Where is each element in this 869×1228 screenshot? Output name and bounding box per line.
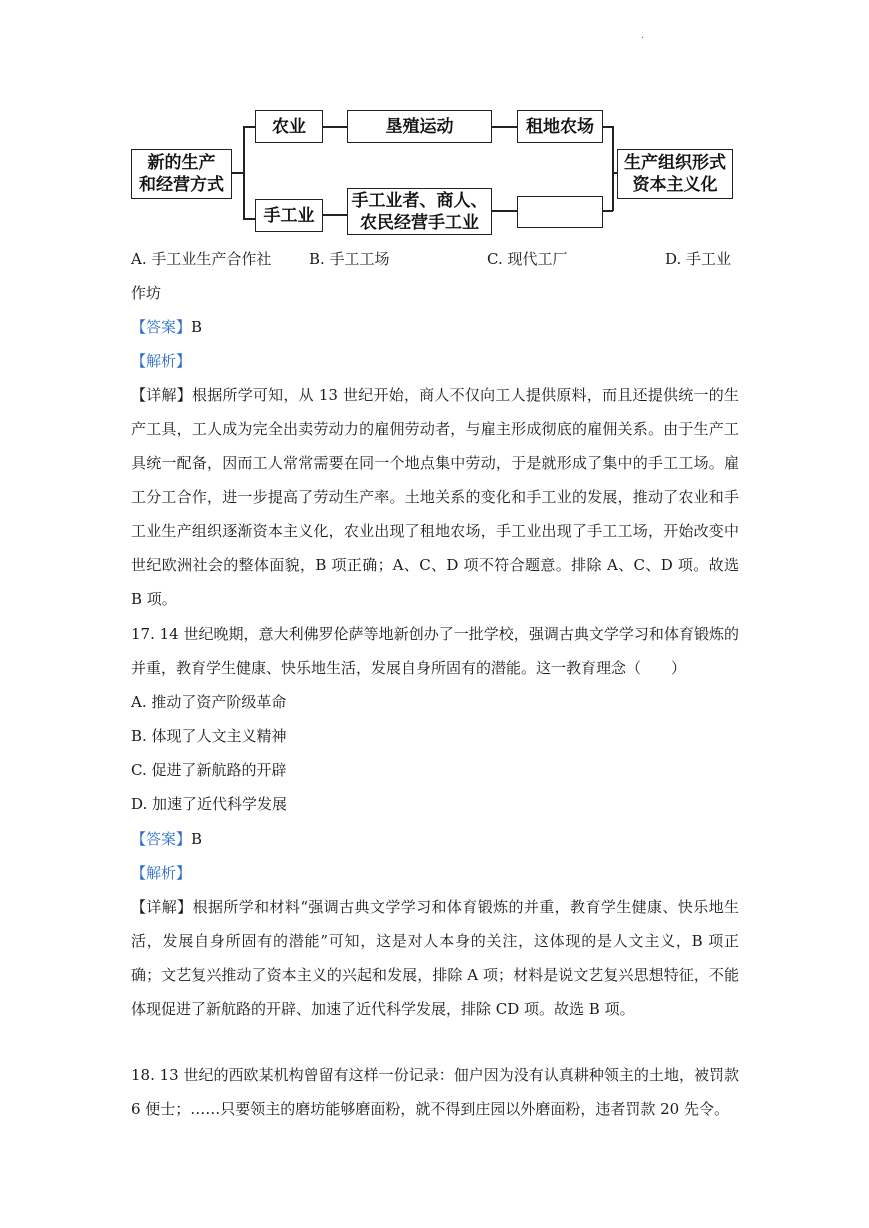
q17-stem: 17. 14 世纪晚期，意大利佛罗伦萨等地新创办了一批学校，强调古典文学学习和体育锻炼的并重，教育学生健康、快乐地生活，发展自身所固有的潜能。这一教育理念（ ） <box>131 625 739 677</box>
box-capitalism-line2: 资本主义化 <box>632 175 718 195</box>
connector <box>243 126 255 128</box>
connector <box>231 172 243 174</box>
connector <box>492 210 517 212</box>
q17-detail-text: 根据所学和材料“强调古典文学学习和体育锻炼的并重，教育学生健康、快乐地生活，发展自身所固有的潜能”可知，这是对人本身的关注，这体现的是人文主义，B 项正确；文艺复兴推动了资本主义的兴起和发展，排除 A 项；材料是说文艺复兴思想特征，不能体现促进了新航路的开辟、加速了近代科学发展，排除 CD 项。故选 B 项。 <box>131 898 739 1018</box>
box-new-mode-line2: 和经营方式 <box>139 175 224 195</box>
q16-analysis-label: 【解析】 <box>131 352 192 370</box>
box-agriculture: 农业 <box>255 110 323 143</box>
connector <box>323 126 347 128</box>
box-handicraft: 手工业 <box>255 199 323 232</box>
box-capitalism <box>617 149 733 199</box>
q17-option-b: B. 体现了人文主义精神 <box>131 727 287 745</box>
q17-option-a: A. 推动了资产阶级革命 <box>131 693 287 711</box>
q17-answer <box>131 828 202 850</box>
q18-stem: 18. 13 世纪的西欧某机构曾留有这样一份记录：佃户因为没有认真耕种领主的土地，被罚款 6 便士；……只要领主的磨坊能够磨面粉，就不得到庄园以外磨面粉，违者罚款 20 先令。 <box>131 1066 739 1118</box>
q16-option-a: A. 手工业生产合作社 <box>131 250 272 268</box>
q17-detail-label: 【详解】 <box>131 898 193 916</box>
q17-answer-value: B <box>191 830 203 848</box>
q16-option-b: B. 手工工场 <box>309 250 390 268</box>
connector <box>243 126 245 219</box>
connector <box>612 126 614 211</box>
box-tenant-farm: 租地农场 <box>517 110 603 143</box>
q16-answer <box>131 316 202 338</box>
q16-answer-label: 【答案】 <box>131 318 192 336</box>
q17-answer-label: 【答案】 <box>131 830 192 848</box>
q17-analysis-label: 【解析】 <box>131 864 192 882</box>
box-capitalism-line1: 生产组织形式 <box>624 153 726 173</box>
flow-diagram <box>0 0 869 245</box>
q16-option-c: C. 现代工厂 <box>487 250 568 268</box>
q16-answer-value: B <box>191 318 203 336</box>
q17-option-c: C. 促进了新航路的开辟 <box>131 761 287 779</box>
q16-detail-label: 【详解】 <box>131 386 192 404</box>
q16-detail <box>131 378 739 616</box>
box-handicraft-operators-line1: 手工业者、商人、 <box>351 190 488 211</box>
page-dot: . <box>641 30 645 41</box>
connector <box>492 126 517 128</box>
box-new-mode-line1: 新的生产 <box>147 153 216 173</box>
box-handicraft-operators-line2: 农民经营手工业 <box>360 212 479 233</box>
q16-option-d: D. 手工业 <box>665 250 732 268</box>
connector <box>243 218 255 220</box>
q17-option-d: D. 加速了近代科学发展 <box>131 795 288 813</box>
box-new-mode <box>131 149 232 199</box>
connector <box>323 214 347 216</box>
q17-detail <box>131 890 739 1026</box>
box-blank-answer <box>517 196 603 228</box>
q16-detail-text: 根据所学可知，从 13 世纪开始，商人不仅向工人提供原料，而且还提供统一的生产工具，工人成为完全出卖劳动力的雇佣劳动者，与雇主形成彻底的雇佣关系。由于生产工具统一配备，因而工人常常需要在同一个地点集中劳动，于是就形成了集中的手工工场。雇工分工合作，进一步提高了劳动生产率。土地关系的变化和手工业的发展，推动了农业和手工业生产组织逐渐资本主义化，农业出现了租地农场，手工业出现了手工工场，开始改变中世纪欧洲社会的整体面貌，B 项正确；A、C、D 项不符合题意。排除 A、C、D 项。故选 B 项。 <box>131 386 739 608</box>
box-reclamation: 垦殖运动 <box>347 110 492 143</box>
box-handicraft-operators <box>347 188 492 235</box>
q16-option-d-cont: 作坊 <box>131 284 162 302</box>
